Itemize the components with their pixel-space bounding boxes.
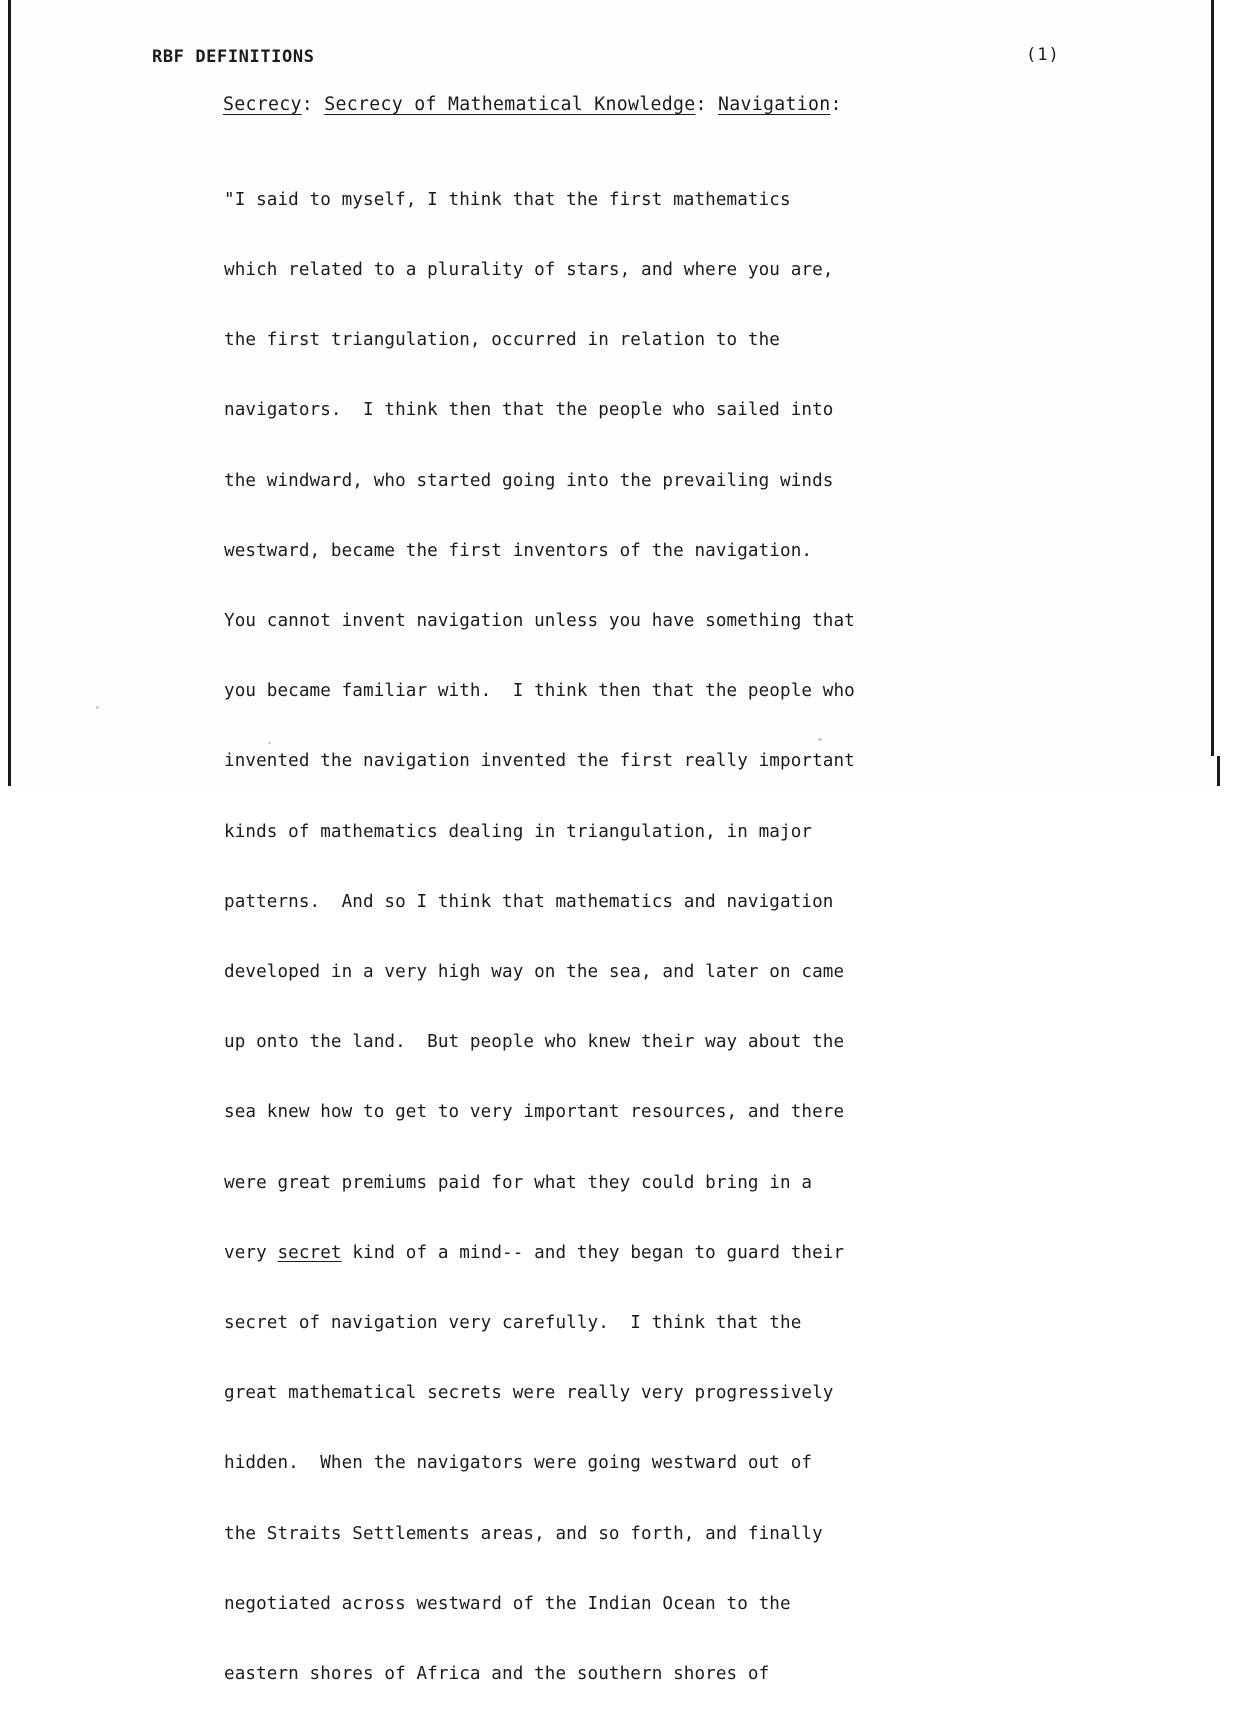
subject-mathematical-knowledge: Secrecy of Mathematical Knowledge [324, 94, 696, 115]
quote-line: which related to a plurality of stars, and where you are, [224, 260, 834, 281]
subject-secrecy: Secrecy [223, 94, 302, 115]
quote-line: the first triangulation, occurred in relation to the [224, 330, 781, 351]
quote-line: up onto the land. But people who knew their way about the [224, 1032, 845, 1053]
paper-speck [96, 706, 99, 709]
quote-line: were great premiums paid for what they could bring in a [224, 1172, 813, 1193]
quote-line: patterns. And so I think that mathematics and navigation [224, 891, 834, 912]
quote-line: westward, became the first inventors of the navigation. [224, 540, 813, 561]
quote-line: the windward, who started going into the prevailing winds [224, 470, 834, 491]
subject-separator: : [301, 94, 325, 115]
quote-text: very [224, 1242, 278, 1263]
quote-line: the Straits Settlements areas, and so forth, and finally [224, 1523, 823, 1544]
quote-line: invented the navigation invented the first really important [224, 751, 855, 772]
quote-line: "I said to myself, I think that the first mathematics [224, 189, 791, 210]
subject-separator: : [830, 94, 842, 115]
quote-line: negotiated across westward of the Indian Ocean to the [224, 1593, 791, 1614]
quote-line: you became familiar with. I think then that the people who [224, 681, 855, 702]
quote-line: hidden. When the navigators were going westward out of [224, 1453, 813, 1474]
quote-line: navigators. I think then that the people who sailed into [224, 400, 834, 421]
quote-line: secret of navigation very carefully. I think that the [224, 1313, 802, 1334]
card-heading: RBF DEFINITIONS [152, 47, 315, 67]
subject-navigation: Navigation [718, 94, 831, 115]
subject-line [223, 94, 842, 115]
quote-line: eastern shores of Africa and the southern shores of [224, 1664, 770, 1685]
quotation-body [224, 142, 1074, 1710]
subject-separator: : [695, 94, 718, 115]
quote-text: kind of a mind-- and they began to guard their [341, 1242, 845, 1263]
card-number: (1) [1026, 45, 1060, 65]
quote-line [224, 1242, 1074, 1265]
paper-speck [818, 738, 822, 741]
quote-line: kinds of mathematics dealing in triangulation, in major [224, 821, 813, 842]
quote-line: developed in a very high way on the sea, and later on came [224, 962, 845, 983]
quote-line: You cannot invent navigation unless you have something that [224, 611, 855, 632]
paper-speck [268, 742, 271, 744]
underlined-word-secret: secret [277, 1242, 342, 1263]
quote-line: great mathematical secrets were really very progressively [224, 1383, 834, 1404]
quote-line: sea knew how to get to very important resources, and there [224, 1102, 845, 1123]
